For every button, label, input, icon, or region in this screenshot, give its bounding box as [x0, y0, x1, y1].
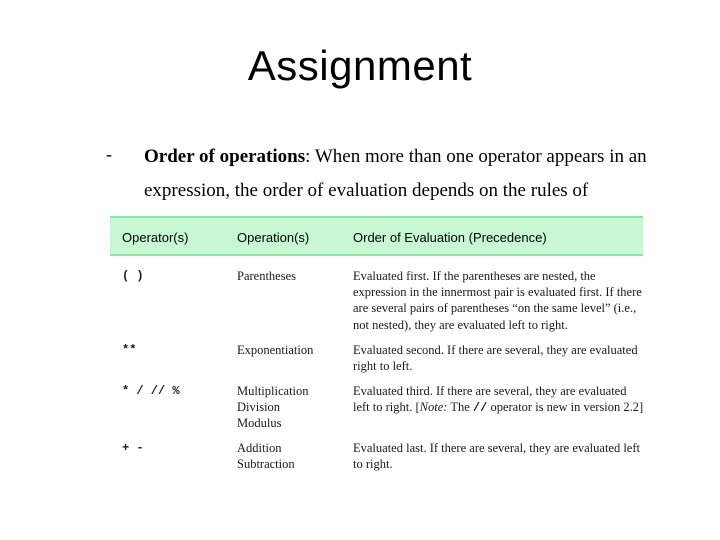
operation-name: Subtraction: [237, 457, 295, 472]
operation-cell: [237, 383, 347, 432]
operator-cell: **: [122, 343, 137, 357]
bullet-marker: -: [106, 144, 112, 164]
precedence-table: [110, 216, 644, 472]
header-operations: Operation(s): [237, 230, 310, 245]
operation-name: Exponentiation: [237, 343, 314, 357]
description-cell: Evaluated first. If the parentheses are nested, the expression in the innermost pair is evaluated first. If there are several pairs of parentheses “on the same level” (i.e., not nested), they are evaluated left to right.: [353, 269, 642, 332]
operation-cell: [237, 268, 347, 284]
table-header-row: [110, 216, 643, 256]
description-text: The: [447, 400, 473, 415]
operation-name: Parentheses: [237, 269, 297, 283]
header-order: Order of Evaluation (Precedence): [353, 230, 547, 245]
description-cell: Evaluated last. If there are several, they are evaluated left to right.: [353, 441, 640, 472]
paragraph-body: : When more than one operator appears in an expression, the order of evaluation depends on the rules of: [144, 146, 647, 201]
operator-cell: ( ): [122, 269, 144, 283]
operation-cell: [237, 342, 347, 358]
code-operator: //: [472, 401, 488, 416]
operator-cell: + -: [122, 441, 144, 455]
operation-name: Addition: [237, 441, 282, 455]
description-cell: Evaluated second. If there are several, they are evaluated right to left.: [353, 343, 638, 374]
description-cell: [353, 383, 645, 416]
slide-title: Assignment: [247, 42, 473, 89]
description-text: Evaluated third. If there are several, they are evaluated left to right. [: [353, 384, 627, 415]
term-label: Order of operations: [144, 146, 306, 167]
header-operators: Operator(s): [122, 230, 189, 245]
description-text: operator is new in version 2.2]: [487, 400, 644, 415]
operator-cell: * / // %: [122, 384, 180, 398]
operation-name: Division: [237, 400, 281, 415]
operation-name: Modulus: [237, 416, 282, 431]
operation-name: Multiplication: [237, 384, 309, 398]
bullet-paragraph: [144, 140, 704, 208]
operation-cell: [237, 440, 347, 472]
note-label: Note:: [419, 400, 448, 415]
